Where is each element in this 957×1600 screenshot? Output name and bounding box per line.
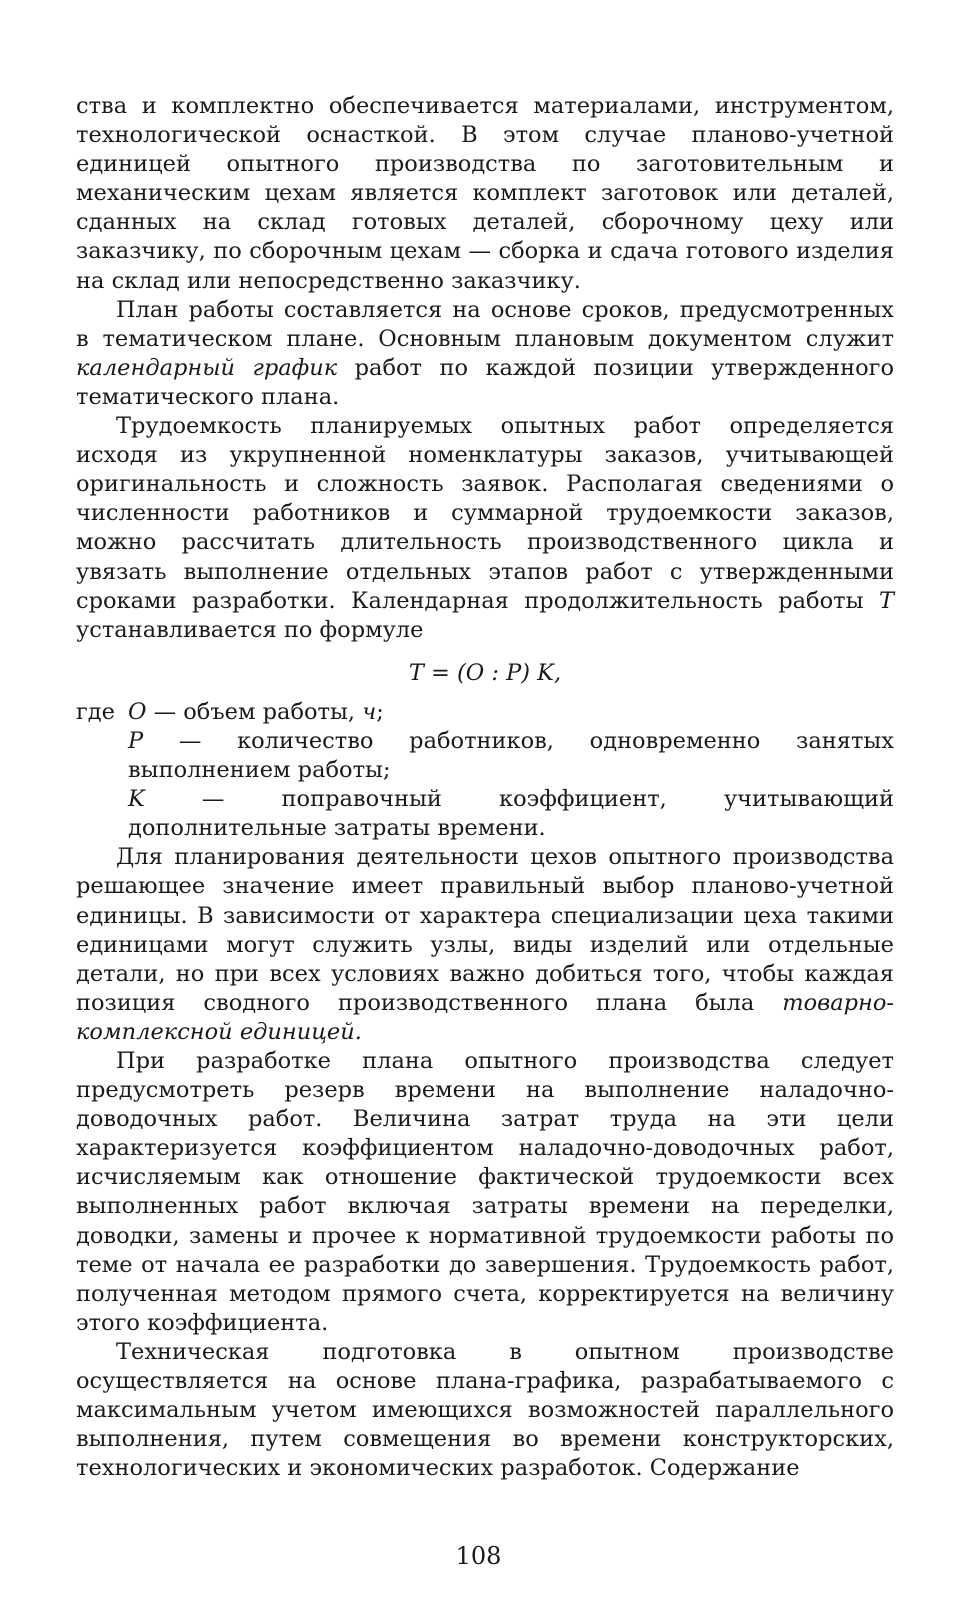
paragraph-labor	[76, 412, 894, 645]
definitions	[76, 698, 894, 843]
paragraph-continuation: ства и комплектно обеспечивается материалами, инструментом, технологической оснасткой. В этом случае планово-учетной единицей опытного производства по заготовительным и механическим цехам является комплект заготовок или деталей, сданных на склад готовых деталей, сборочному цеху или заказчику, по сборочным цехам — сборка и сдача готового изделия на склад или непосредственно заказчику.	[76, 93, 894, 294]
where-label: где	[76, 698, 115, 725]
emphasis-commodity-unit: товарно-комплексной единицей.	[76, 989, 894, 1045]
definition-k	[76, 785, 894, 843]
definition-text: — количество работников, одновременно занятых выполнением работы;	[128, 727, 894, 784]
symbol-k: K	[128, 786, 145, 813]
text-run: ;	[376, 698, 384, 725]
symbol-t: T	[878, 587, 894, 614]
paragraph-plan	[76, 296, 894, 412]
paragraph-planning	[76, 843, 894, 1047]
symbol-o: O	[128, 698, 147, 725]
emphasis-calendar-schedule: календарный график	[76, 354, 338, 381]
page-number: 108	[455, 1542, 502, 1570]
paragraph-reserve: При разработке плана опытного производства следует предусмотреть резерв времени на выполнение наладочно-доводочных работ. Величина затрат труда на эти цели характеризуется коэффициентом наладочно-доводочных работ, исчисляемым как отношение фактической трудоемкости всех выполненных работ включая затраты времени на переделки, доводки, замены и прочее к нормативной трудоемкости работы по теме от начала ее разработки до завершения. Трудоемкость работ, полученная методом прямого счета, корректируется на величину этого коэффициента.	[76, 1048, 894, 1336]
symbol-p: P	[128, 727, 144, 754]
formula: T = (O : P) K,	[408, 659, 562, 686]
unit-hours: ч	[362, 698, 377, 725]
definition-o	[76, 698, 894, 727]
page-body	[76, 92, 894, 1483]
text-run: План работы составляется на основе сроков, предусмотренных в тематическом плане. Основным плановым документом служит	[76, 296, 894, 352]
text-run: Трудоемкость планируемых опытных работ определяется исходя из укрупненной номенклатуры заказов, учитывающей оригинальность и сложность заявок. Располагая сведениями о численности работников и суммарной трудоемкости заказов, можно рассчитать длительность производственного цикла и увязать выполнение отдельных этапов работ с утвержденными сроками разработки. Календарная продолжительность работы	[76, 413, 894, 614]
text-run: устанавливается по формуле	[76, 616, 424, 643]
paragraph-technical: Техническая подготовка в опытном производстве осуществляется на основе плана-графика, разрабатываемого с максимальным учетом имеющихся возможностей параллельного выполнения, путем совмещения во времени конструкторских, технологических и экономических разработок. Содержание	[76, 1338, 894, 1482]
definition-p	[76, 727, 894, 785]
definition-text: — объем работы,	[146, 698, 363, 725]
definition-text: — поправочный коэффициент, учитывающий дополнительные затраты времени.	[128, 786, 894, 842]
text-run: работ по каждой позиции утвержденного тематического плана.	[76, 354, 894, 410]
text-run: Для планирования деятельности цехов опытного производства решающее значение имеет правильный выбор планово-учетной единицы. В зависимости от характера специализации цеха такими единицами могут служить узлы, виды изделий или отдельные детали, но при всех условиях важно добиться того, чтобы каждая позиция сводного производственного плана была	[76, 844, 894, 1016]
